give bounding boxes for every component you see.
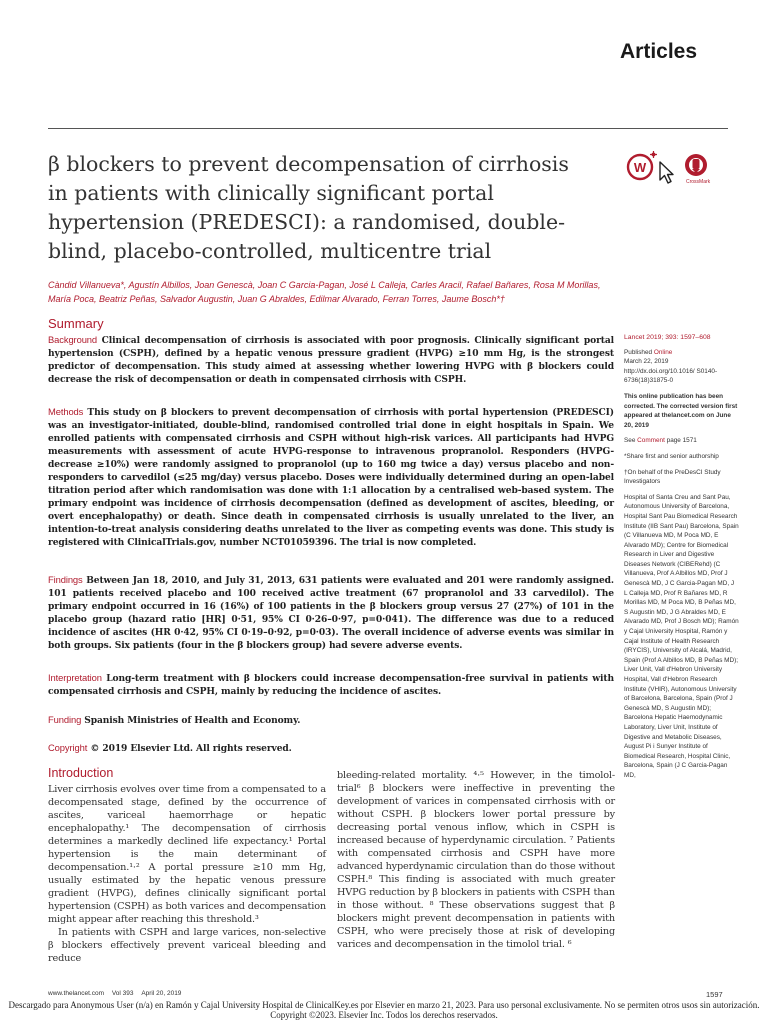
affiliations: Hospital of Santa Creu and Sant Pau, Autonomous University of Barcelona, Hospital Sant Pau Biomedical Research Institute (IIB Sant Pau) Barcelona, Spain (C Villanueva MD, M Poca MD, E Alvarado MD); Centre for Biomedical Research in Liver and Digestive Diseases Network (CIBERehd) (C Villanueva, Prof A Albillos MD, Prof J Genescà MD, J C Garcia-Pagan MD, J L Calleja MD, Prof R Bañares MD, R Morillas MD, M Poca MD, B Peñas MD, S Augustin MD, J G Abraldes MD, E Alvarado MD, Prof J Bosch MD); Ramón y Cajal University Hospital, Ramón y Cajal Institute of Health Research (IRYCIS), University of Alcalá, Madrid, Spain (Prof A Albillos MD, B Peñas MD); Liver Unit, Vall d'Hebron University Hospital, Vall d'Hebron Research Institute (VHIR), Autonomous University of Barcelona, Barcelona, Spain (Prof J Genescà MD, S Augustin MD); Barcelona Hepatic Haemodynamic Laboratory, Liver Unit, Institute of Digestive and Metabolic Diseases, August Pi i Sunyer Institute of Biomedical Research, Hospital Clinic, Barcelona, Spain (J C Garcia-Pagan MD, [624, 493, 739, 779]
journal-citation: Lancet 2019; 393: 1597–608 [624, 334, 711, 341]
article-sidebar [624, 333, 739, 787]
background-text: Clinical decompensation of cirrhosis is associated with poor prognosis. Clinically significant portal hypertension (CSPH), defined by a hepatic venous pressure gradient (HVPG) ≥10 mm Hg, is the strongest predictor of decompensation. This study aimed at assessing whether lowering HVPG with β blockers could decrease the risk of decompensation or death in compensated cirrhosis with CSPH. [48, 335, 615, 386]
author-list: Càndid Villanueva*, Agustín Albillos, Joan Genescà, Joan C Garcia-Pagan, José L Calleja, Carles Aracil, Rafael Bañares, Rosa M Morillas, María Poca, Beatriz Peñas, Salvador Augustin, Juan G Abraldes, Edilmar Alvarado, Ferran Torres, Jaume Bosch*† [48, 280, 601, 304]
page-footer [48, 990, 181, 997]
investigators-note: †On behalf of the PreDesCI Study Investigators [624, 468, 721, 486]
summary-copyright [48, 741, 614, 755]
copyright-label: Copyright [48, 742, 88, 753]
open-access-icon[interactable] [628, 151, 657, 179]
methods-text: This study on β blockers to prevent decompensation of cirrhosis with portal hypertension (PREDESCI) was an investigator-initiated, double-blind, randomised controlled trial done in eight hospitals in Spain. We enrolled patients with compensated cirrhosis and CSPH without high-risk varices. All participants had HVPG measurements with assessment of acute HVPG-response to intravenous propranolol. Responders (HVPG-decrease ≥10%) were randomly assigned to propranolol (up to 160 mg twice a day) versus placebo and non-responders to carvedilol (≤25 mg/day) versus placebo. Doses were individually determined during an open-label titration period after which randomisation was done with 1:1 allocation by a centralised web-based system. The primary endpoint was incidence of cirrhosis decompensation (defined as development of ascites, bleeding, or overt encephalopathy) or death. Since death in compensated cirrhosis is usually unrelated to the liver, an intention-to-treat analysis considering deaths unrelated to the liver as competing events was done. This study is registered with ClinicalTrials.gov, number NCT01059396. The trial is now completed. [48, 407, 614, 549]
intro-column-left [48, 783, 326, 965]
published-date: March 22, 2019 [624, 358, 669, 366]
comment-link[interactable]: Comment [637, 437, 665, 445]
footer-site[interactable]: www.thelancet.com [48, 990, 104, 997]
crossmark-icon[interactable] [685, 154, 707, 176]
svg-text:W: W [633, 160, 647, 175]
doi-link[interactable]: http://dx.doi.org/10.1016/ S0140-6736(18)31875-0 [624, 367, 718, 385]
summary-findings [48, 573, 614, 652]
published-online-link[interactable]: Online [653, 348, 673, 356]
pointer-icon [660, 162, 673, 183]
article-title: β blockers to prevent decompensation of cirrhosis in patients with clinically significant portal hypertension (PREDESCI): a randomised, double-blind, placebo-controlled, multicentre trial [48, 152, 569, 263]
summary-methods [48, 405, 614, 550]
see-comment [624, 436, 739, 446]
findings-text: Between Jan 18, 2010, and July 31, 2013, 631 patients were evaluated and 201 were randomly assigned. 101 patients received placebo and 100 received active treatment (67 propranolol and 33 carvedilol). The primary endpoint occurred in 16 (16%) of 100 patients in the β blockers group versus 27 (27%) of 101 in the placebo group (hazard ratio [HR] 0·51, 95% CI 0·26–0·97, p=0·041). The difference was due to a reduced incidence of ascites (HR 0·42, 95% CI 0·19–0·92, p=0·03). The overall incidence of adverse events was similar in both groups. Six patients (four in the β blockers group) had severe adverse events. [48, 575, 614, 652]
correction-note: This online publication has been corrected. The corrected version first appeared at thelancet.com on June 20, 2019 [624, 392, 738, 429]
copyright-text: © 2019 Elsevier Ltd. All rights reserved. [90, 743, 292, 754]
summary-background [48, 333, 614, 386]
methods-label: Methods [48, 406, 84, 417]
intro-column-right [337, 769, 615, 951]
publication-info [624, 348, 739, 386]
published-prefix: Published [624, 348, 654, 356]
download-notice: Descargado para Anonymous User (n/a) en Ramón y Cajal University Hospital de ClinicalKey.es por Elsevier en marzo 21, 2023. Para uso personal exclusivamente. No se permiten otros usos sin autorización. Copyright ©2023. Elsevier Inc. Todos los derechos reservados. [8, 1000, 760, 1020]
summary-heading: Summary [48, 316, 104, 331]
interpretation-text: Long-term treatment with β blockers could increase decompensation-free survival in patients with compensated cirrhosis and CSPH, mainly by reducing the incidence of ascites. [48, 673, 614, 698]
section-label: Articles [620, 40, 698, 63]
crossmark-label: CrossMark [686, 179, 711, 185]
intro-paragraph-2: In patients with CSPH and large varices, non-selective β blockers effectively prevent variceal bleeding and reduce [48, 927, 326, 964]
see-prefix: See [624, 437, 638, 445]
interpretation-label: Interpretation [48, 672, 102, 683]
article-badges [626, 150, 716, 192]
footer-date: April 20, 2019 [141, 990, 182, 997]
funding-label: Funding [48, 714, 82, 725]
header-divider [48, 128, 728, 129]
summary-funding [48, 713, 614, 727]
authorship-note: *Share first and senior authorship [624, 452, 719, 460]
see-suffix: page 1571 [664, 437, 697, 445]
page-number: 1597 [706, 990, 723, 999]
intro-paragraph-1: Liver cirrhosis evolves over time from a compensated to a decompensated stage, defined by the occurrence of ascites, variceal haemorrhage or hepatic encephalopathy.¹ The decompensation of cirrhosis determines a markedly declined life expectancy.¹ Portal hypertension is the main determinant of decompensation.¹·² A portal pressure ≥10 mm Hg, usually estimated by the hepatic venous pressure gradient (HVPG), defines clinically significant portal hypertension (CSPH) as both varices and decompensation might appear after reaching this threshold.³ [48, 784, 326, 925]
funding-text: Spanish Ministries of Health and Economy. [84, 715, 301, 726]
introduction-heading: Introduction [48, 766, 114, 780]
footer-volume: Vol 393 [111, 990, 134, 997]
intro-paragraph-3: bleeding-related mortality. ⁴·⁵ However, in the timolol-trial⁶ β blockers were ineffective in preventing the development of varices in compensated cirrhosis with or without CSPH. β blockers lower portal pressure by decreasing portal venous inflow, which in CSPH is increased because of hyperdynamic circulation. ⁷ Patients with compensated cirrhosis and CSPH have more advanced hyperdynamic circulation than do those without CSPH.⁸ This finding is associated with much greater HVPG reduction by β blockers in patients with CSPH than in those without. ⁸ These observations suggest that β blockers might prevent decompensation in patients with CSPH, who were precisely those at risk of developing varices and decompensation in the timolol trial. ⁶ [337, 770, 615, 950]
summary-interpretation [48, 671, 614, 698]
background-label: Background [48, 334, 98, 345]
findings-label: Findings [48, 574, 83, 585]
